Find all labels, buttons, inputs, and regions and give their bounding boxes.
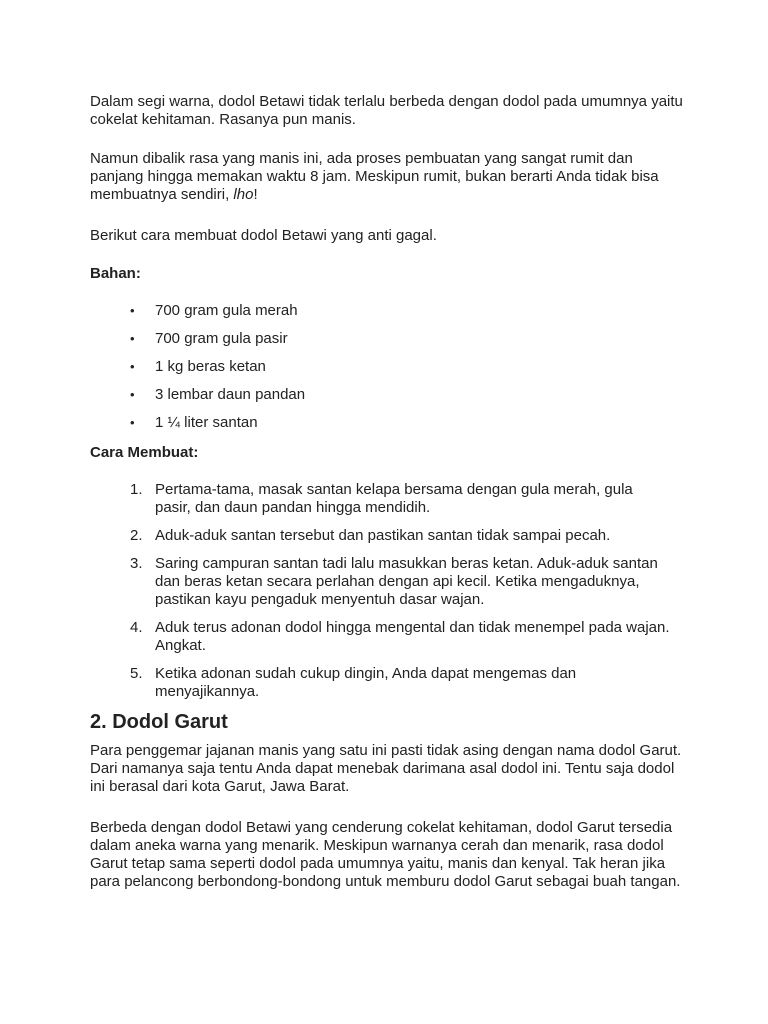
cara-membuat-heading: Cara Membuat: [90,444,199,461]
list-item [90,386,670,414]
bullet-icon: • [130,303,135,318]
bullet-icon: • [130,359,135,374]
list-item [90,302,670,330]
ingredient-text: 1 ¼ liter santan [155,414,258,431]
step-number: 4. [130,619,143,636]
bullet-icon: • [130,415,135,430]
ingredient-list [90,302,670,442]
ingredient-text: 1 kg beras ketan [155,358,266,375]
ingredient-text: 700 gram gula pasir [155,330,288,347]
step-number: 3. [130,555,143,572]
steps-list [90,481,670,711]
step-number: 5. [130,665,143,682]
intro-paragraph-2 [90,150,690,204]
list-item [90,619,670,655]
list-item [90,358,670,386]
intro-paragraph-2-end: ! [253,186,258,203]
list-item [90,665,670,701]
list-item [90,527,670,545]
bullet-icon: • [130,387,135,402]
ingredient-text: 700 gram gula merah [155,302,298,319]
garut-paragraph-2: Berbeda dengan dodol Betawi yang cenderung cokelat kehitaman, dodol Garut tersedia dalam aneka warna yang menarik. Meskipun warnanya cerah dan menarik, rasa dodol Garut tetap sama seperti dodol pada umumnya yaitu, manis dan kenyal. Tak heran jika para pelancong berbondong-bondong untuk memburu dodol Garut sebagai buah tangan. [90,819,681,890]
intro-paragraph-1: Dalam segi warna, dodol Betawi tidak terlalu berbeda dengan dodol pada umumnya yaitu cokelat kehitaman. Rasanya pun manis. [90,93,683,128]
step-text: Aduk-aduk santan tersebut dan pastikan santan tidak sampai pecah. [155,527,611,544]
step-text: Saring campuran santan tadi lalu masukkan beras ketan. Aduk-aduk santan dan beras ketan secara perlahan dengan api kecil. Ketika mengaduknya, pastikan kayu pengaduk menyentuh dasar wajan. [155,555,658,608]
ingredient-text: 3 lembar daun pandan [155,386,306,403]
list-item [90,330,670,358]
step-text: Pertama-tama, masak santan kelapa bersama dengan gula merah, gula pasir, dan daun pandan hingga mendidih. [155,481,633,516]
intro-paragraph-2-text: Namun dibalik rasa yang manis ini, ada proses pembuatan yang sangat rumit dan panjang hingga memakan waktu 8 jam. Meskipun rumit, bukan berarti Anda tidak bisa membuatnya sendiri, [90,150,659,203]
step-text: Ketika adonan sudah cukup dingin, Anda dapat mengemas dan menyajikannya. [155,665,577,700]
bullet-icon: • [130,331,135,346]
step-number: 1. [130,481,143,498]
bahan-heading: Bahan: [90,265,141,282]
step-number: 2. [130,527,143,544]
section-heading-dodol-garut: 2. Dodol Garut [90,711,228,733]
list-item [90,414,670,442]
list-item [90,555,670,609]
intro-paragraph-3: Berikut cara membuat dodol Betawi yang anti gagal. [90,227,437,244]
step-text: Aduk terus adonan dodol hingga mengental dan tidak menempel pada wajan. Angkat. [155,619,670,654]
list-item [90,481,670,517]
intro-paragraph-2-italic: lho [233,186,254,203]
garut-paragraph-1: Para penggemar jajanan manis yang satu ini pasti tidak asing dengan nama dodol Garut. Dari namanya saja tentu Anda dapat menebak darimana asal dodol ini. Tentu saja dodol ini berasal dari kota Garut, Jawa Barat. [90,742,682,795]
